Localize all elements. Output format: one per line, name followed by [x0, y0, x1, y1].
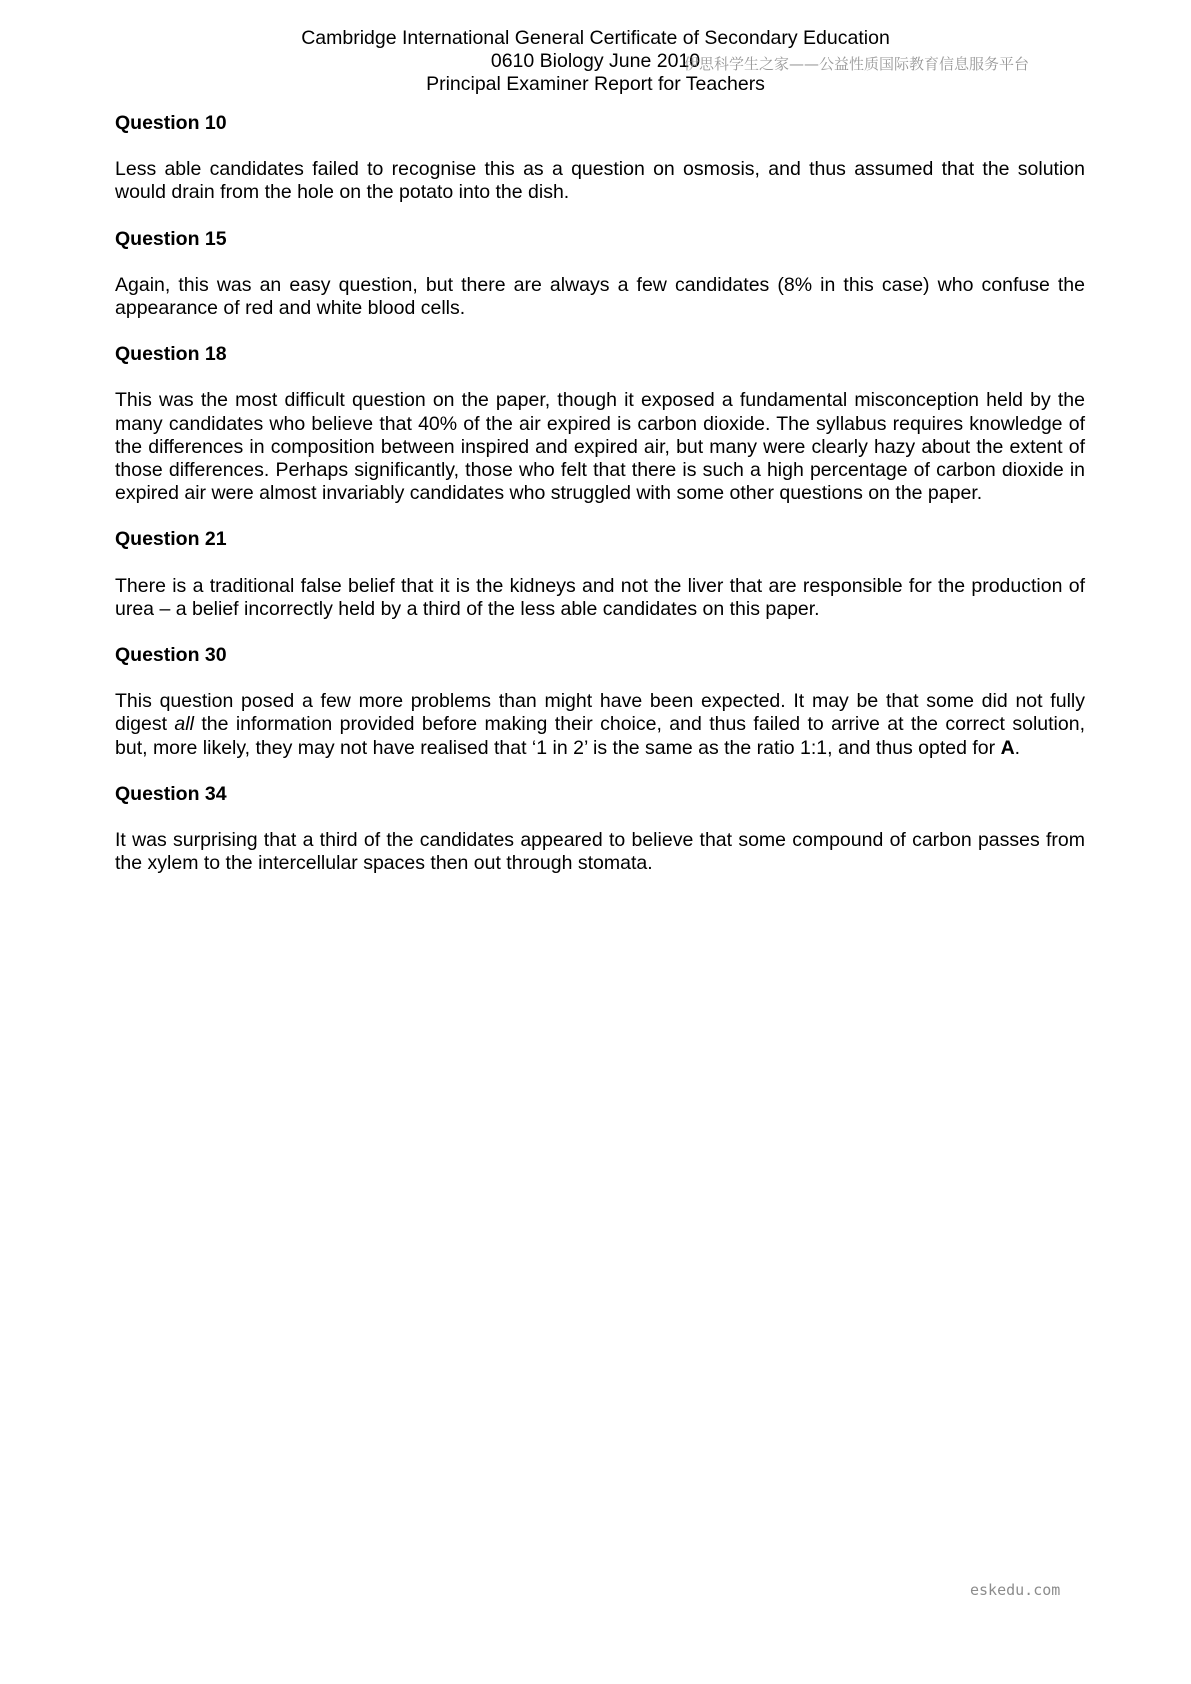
question-comment: Again, this was an easy question, but there are always a few candidates (8% in this case) who confuse the appearance of red and white blood cells.	[115, 273, 1085, 320]
emphasis-text: all	[174, 713, 194, 736]
question-section	[115, 528, 1085, 621]
answer-option: A	[1000, 736, 1015, 759]
question-comment: There is a traditional false belief that it is the kidneys and not the liver that are responsible for the production of urea – a belief incorrectly held by a third of the less able candidates on this paper.	[115, 574, 1085, 620]
question-heading: Question 30	[115, 644, 227, 667]
watermark-bottom: eskedu.com	[970, 1581, 1061, 1599]
report-content	[115, 112, 1085, 898]
comment-text: the information provided before making their choice, and thus failed to arrive at the correct solution, but, more likely, they may not have realised that ‘1 in 2’ is the same as the ratio 1:1, and thus opted for	[115, 713, 1085, 759]
header-report-type: Principal Examiner Report for Teachers	[426, 73, 765, 95]
question-heading: Question 10	[115, 112, 227, 134]
question-heading: Question 34	[115, 782, 227, 805]
question-section	[115, 228, 1085, 321]
question-comment: This was the most difficult question on the paper, though it exposed a fundamental misconception held by the many candidates who believe that 40% of the air expired is carbon dioxide. The syllabus requires knowledge of the differences in composition between inspired and expired air, but many were clearly hazy about the extent of those differences. Perhaps significantly, those who felt that there is such a high percentage of carbon dioxide in expired air were almost invariably candidates who struggled with some other questions on the paper.	[115, 389, 1085, 505]
question-section	[115, 112, 1085, 205]
question-comment	[115, 690, 1085, 760]
question-section	[115, 644, 1085, 760]
header-title: Cambridge International General Certificate of Secondary Education	[301, 27, 890, 49]
watermark-top: 伊思科学生之家——公益性质国际教育信息服务平台	[684, 55, 1030, 73]
question-heading: Question 18	[115, 343, 227, 366]
question-section	[115, 783, 1085, 876]
question-heading: Question 15	[115, 227, 227, 250]
question-comment: Less able candidates failed to recognise this as a question on osmosis, and thus assumed that the solution would drain from the hole on the potato into the dish.	[115, 158, 1085, 204]
header-subject: 0610 Biology June 2010	[490, 50, 701, 72]
comment-text: This question posed a few more problems than might have been expected. It may be that some did not fully digest	[115, 690, 1085, 736]
question-heading: Question 21	[115, 528, 227, 551]
question-section	[115, 343, 1085, 505]
comment-text: .	[1014, 736, 1021, 759]
question-comment: It was surprising that a third of the candidates appeared to believe that some compound of carbon passes from the xylem to the intercellular spaces then out through stomata.	[115, 829, 1085, 875]
